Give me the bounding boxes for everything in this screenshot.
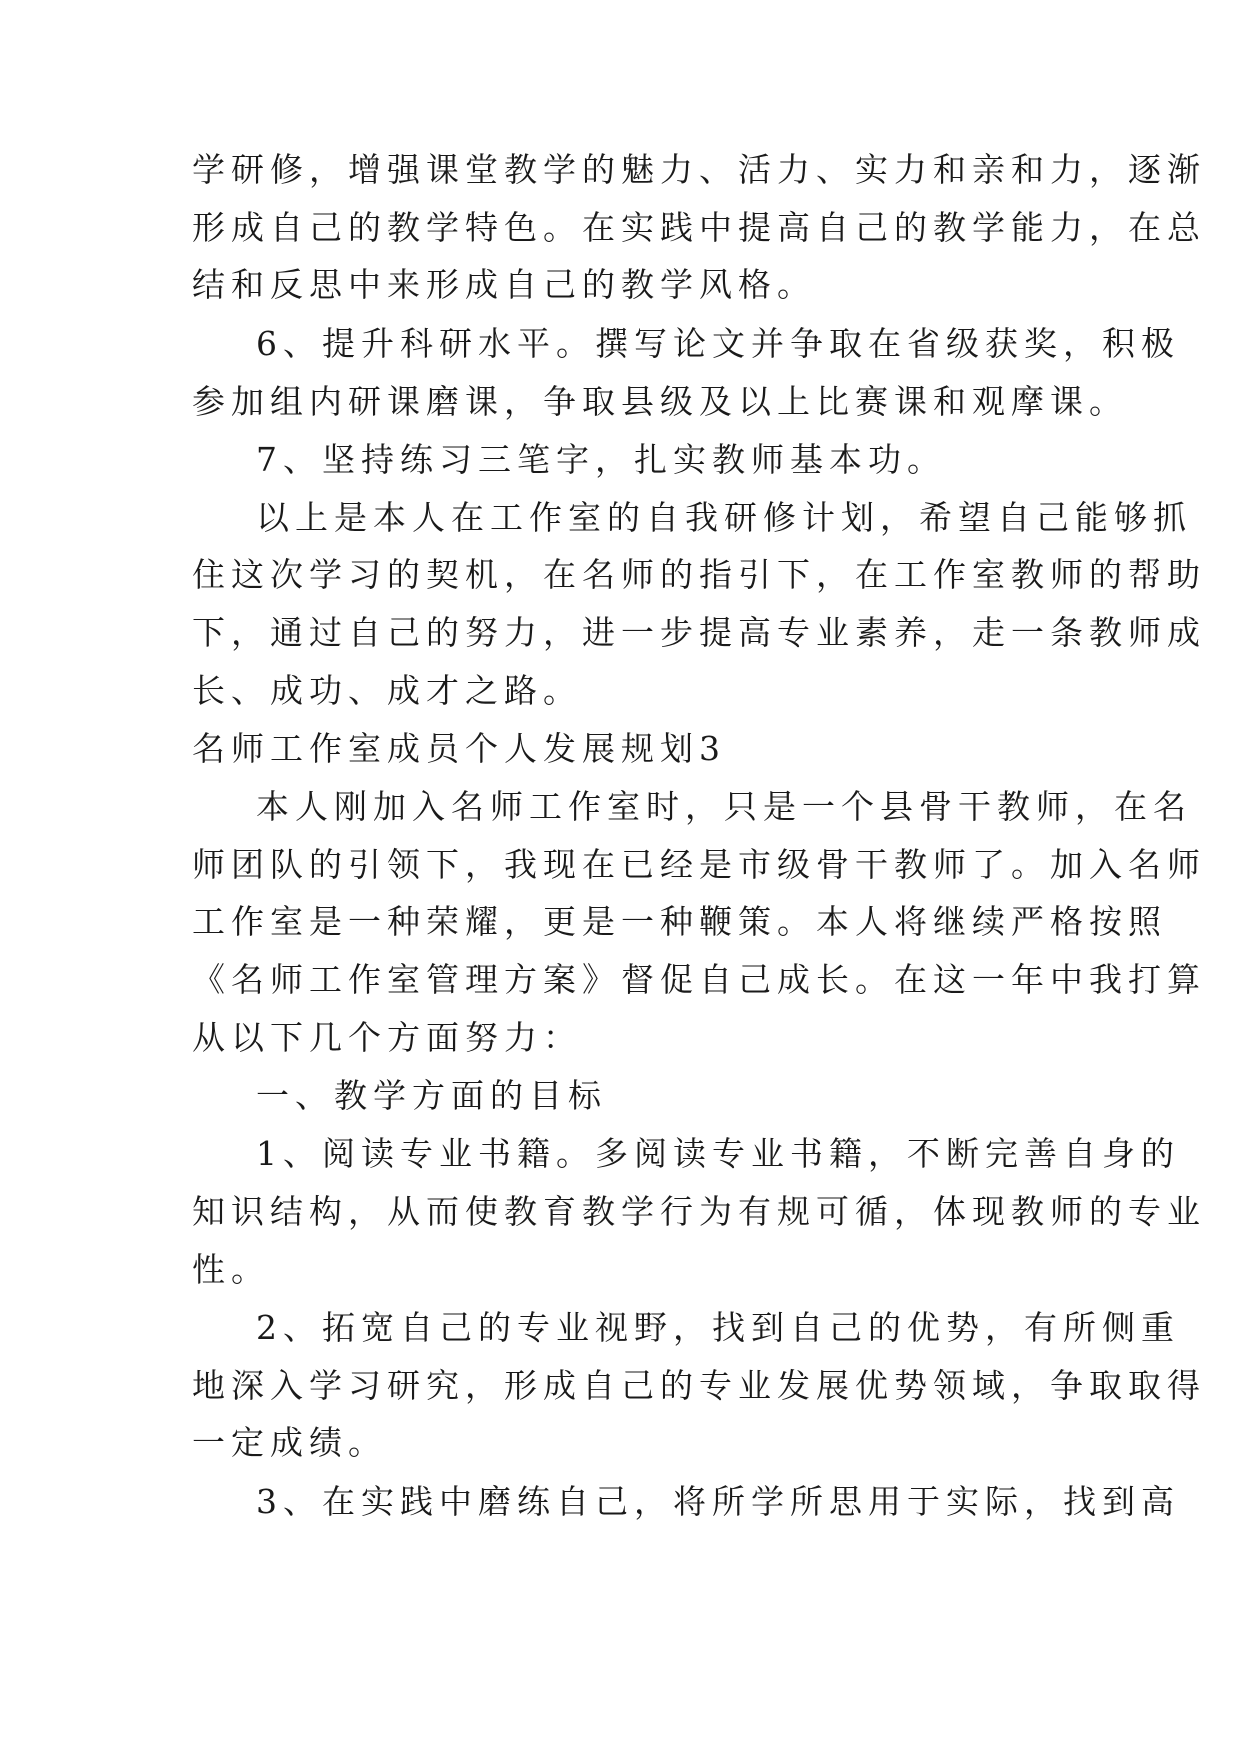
text-line: 下，通过自己的努力，进一步提高专业素养，走一条教师成 xyxy=(192,613,1206,652)
text-line: 学研修，增强课堂教学的魅力、活力、实力和亲和力，逐渐 xyxy=(192,150,1206,189)
text-line: 住这次学习的契机，在名师的指引下，在工作室教师的帮助 xyxy=(192,555,1206,594)
text-line: 3、在实践中磨练自己，将所学所思用于实际，找到高 xyxy=(256,1482,1180,1521)
text-line: 参加组内研课磨课，争取县级及以上比赛课和观摩课。 xyxy=(192,382,1128,421)
text-line: 知识结构，从而使教育教学行为有规可循，体现教师的专业 xyxy=(192,1192,1206,1231)
text-line: 本人刚加入名师工作室时，只是一个县骨干教师，在名 xyxy=(256,787,1192,826)
text-line: 工作室是一种荣耀，更是一种鞭策。本人将继续严格按照 xyxy=(192,902,1167,941)
text-line: 2、拓宽自己的专业视野，找到自己的优势，有所侧重 xyxy=(256,1308,1180,1347)
text-line: 1、阅读专业书籍。多阅读专业书籍，不断完善自身的 xyxy=(256,1134,1180,1173)
text-line: 师团队的引领下，我现在已经是市级骨干教师了。加入名师 xyxy=(192,845,1206,884)
text-line: 长、成功、成才之路。 xyxy=(192,671,582,710)
text-line: 7、坚持练习三笔字，扎实教师基本功。 xyxy=(256,440,946,479)
text-line: 结和反思中来形成自己的教学风格。 xyxy=(192,265,816,304)
text-line: 形成自己的教学特色。在实践中提高自己的教学能力，在总 xyxy=(192,208,1206,247)
text-line: 一定成绩。 xyxy=(192,1423,387,1462)
text-line: 一、教学方面的目标 xyxy=(256,1076,607,1115)
text-line: 《名师工作室管理方案》督促自己成长。在这一年中我打算 xyxy=(192,960,1206,999)
text-line: 以上是本人在工作室的自我研修计划，希望自己能够抓 xyxy=(256,498,1192,537)
text-line: 性。 xyxy=(192,1250,270,1289)
section-heading: 名师工作室成员个人发展规划3 xyxy=(192,729,726,768)
text-line: 地深入学习研究，形成自己的专业发展优势领域，争取取得 xyxy=(192,1366,1206,1405)
text-line: 从以下几个方面努力： xyxy=(192,1018,582,1057)
text-line: 6、提升科研水平。撰写论文并争取在省级获奖，积极 xyxy=(256,324,1180,363)
